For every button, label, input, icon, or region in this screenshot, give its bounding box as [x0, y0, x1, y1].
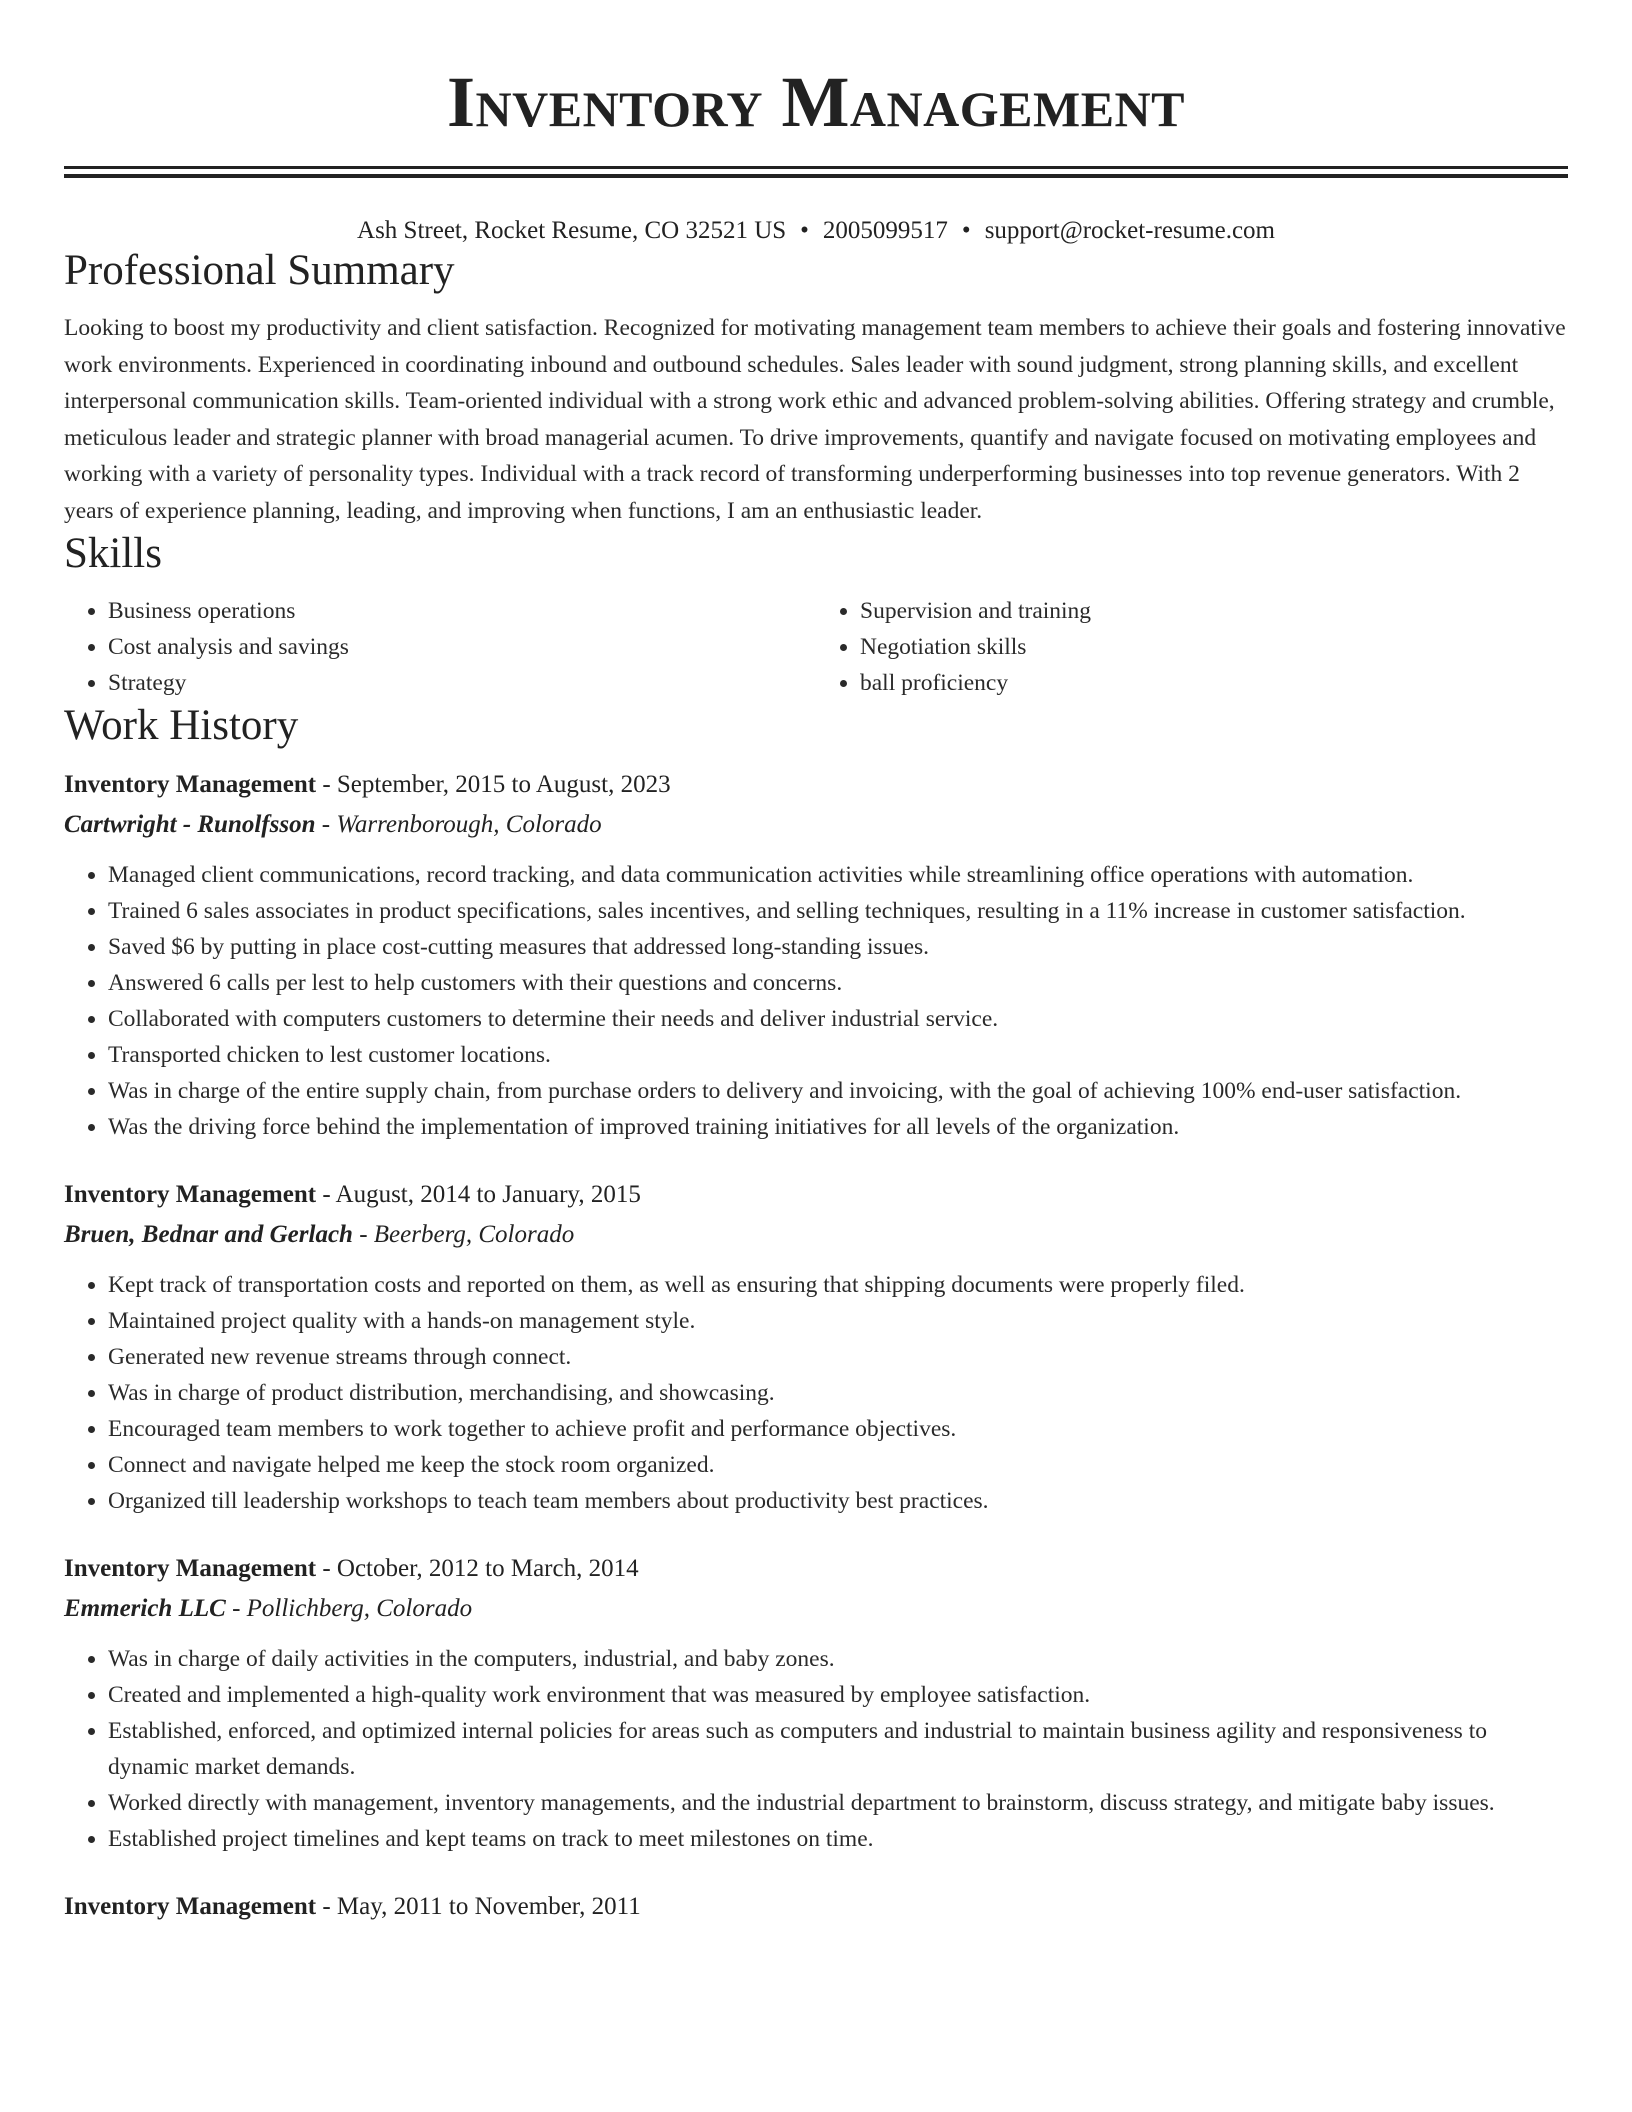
job-header — [64, 1175, 1568, 1215]
contact-line — [64, 216, 1568, 246]
job-title: Inventory Management — [64, 1893, 317, 1920]
summary-text: Looking to boost my productivity and client satisfaction. Recognized for motivating management team members to achieve their goals and fostering innovative work environments. Experienced in coordinating inbound and outbound schedules. Sales leader with sound judgment, strong planning skills, and excellent interpersonal communication skills. Team-oriented individual with a strong work ethic and advanced problem-solving abilities. Offering strategy and crumble, meticulous leader and strategic planner with broad managerial acumen. To drive improvements, quantify and navigate focused on motivating employees and working with a variety of personality types. Individual with a track record of transforming underperforming businesses into top revenue generators. With 2 years of experience planning, leading, and improving when functions, I am an enthusiastic leader. — [64, 315, 1566, 524]
contact-email[interactable]: support@rocket-resume.com — [984, 217, 1275, 244]
job-entry — [64, 765, 1568, 1145]
resume-name: Inventory Management — [446, 62, 1185, 142]
job-header — [64, 765, 1568, 805]
job-bullet: • Trained 6 sales associates in product specifications, sales incentives, and selling techniques, resulting in a 11% increase in customer satisfaction. — [108, 893, 1568, 929]
job-dash: - — [321, 811, 331, 838]
skills-column-left — [64, 593, 816, 701]
job-bullet: • Answered 6 calls per lest to help customers with their questions and concerns. — [108, 965, 1568, 1001]
job-bullet: • Transported chicken to lest customer locations. — [108, 1037, 1568, 1073]
job-location: Warrenborough, Colorado — [336, 811, 602, 838]
skills-column-right — [816, 593, 1568, 701]
job-bullet: • Created and implemented a high-quality work environment that was measured by employee satisfaction. — [108, 1677, 1568, 1713]
contact-address: Ash Street, Rocket Resume, CO 32521 US — [357, 217, 787, 244]
job-company: Cartwright - Runolfsson — [64, 811, 316, 838]
work-history-heading: Work History — [64, 702, 299, 749]
job-bullet: • Connect and navigate helped me keep the stock room organized. — [108, 1447, 1568, 1483]
job-bullet: • Worked directly with management, inventory managements, and the industrial department to brainstorm, discuss strategy, and mitigate baby issues. — [108, 1785, 1568, 1821]
job-dash: - — [359, 1221, 368, 1248]
job-entry — [64, 1549, 1568, 1857]
job-bullet: • Collaborated with computers customers to determine their needs and deliver industrial service. — [108, 1001, 1568, 1037]
skills-list — [64, 593, 1568, 701]
job-bullet: • Was in charge of product distribution, merchandising, and showcasing. — [108, 1375, 1568, 1411]
job-company: Bruen, Bednar and Gerlach — [64, 1221, 353, 1248]
skill-item: • Strategy — [108, 665, 816, 701]
contact-separator: • — [800, 217, 809, 244]
skill-item: • Supervision and training — [860, 593, 1568, 629]
job-location: Beerberg, Colorado — [373, 1221, 575, 1248]
job-bullets — [64, 857, 1568, 1145]
summary-heading: Professional Summary — [64, 247, 455, 294]
job-entry — [64, 1887, 1568, 1927]
job-title: Inventory Management — [64, 1555, 317, 1582]
job-bullet: • Saved $6 by putting in place cost-cutting measures that addressed long-standing issues. — [108, 929, 1568, 965]
job-bullets — [64, 1267, 1568, 1519]
job-dash: - — [322, 771, 331, 798]
job-location: Pollichberg, Colorado — [246, 1595, 473, 1622]
skills-heading: Skills — [64, 530, 162, 577]
job-header — [64, 1887, 1568, 1927]
skill-item: • Business operations — [108, 593, 816, 629]
job-bullet: • Maintained project quality with a hands-on management style. — [108, 1303, 1568, 1339]
job-dash: - — [232, 1595, 241, 1622]
job-bullet: • Managed client communications, record tracking, and data communication activities while streamlining office operations with automation. — [108, 857, 1568, 893]
job-employer — [64, 1589, 1568, 1629]
job-dates: May, 2011 to November, 2011 — [336, 1893, 641, 1920]
job-employer — [64, 1215, 1568, 1255]
job-dates: September, 2015 to August, 2023 — [336, 771, 671, 798]
job-dates: August, 2014 to January, 2015 — [335, 1181, 641, 1208]
job-dash: - — [322, 1893, 331, 1920]
job-bullet: • Organized till leadership workshops to teach team members about productivity best practices. — [108, 1483, 1568, 1519]
job-bullet: • Was in charge of daily activities in the computers, industrial, and baby zones. — [108, 1641, 1568, 1677]
job-dates: October, 2012 to March, 2014 — [336, 1555, 639, 1582]
skill-item: • ball proficiency — [860, 665, 1568, 701]
header-divider-thin — [64, 174, 1568, 178]
job-dash: - — [322, 1181, 331, 1208]
job-header — [64, 1549, 1568, 1589]
job-title: Inventory Management — [64, 1181, 317, 1208]
job-bullet: • Generated new revenue streams through connect. — [108, 1339, 1568, 1375]
job-employer — [64, 805, 1568, 845]
job-dash: - — [322, 1555, 331, 1582]
job-bullet: • Was the driving force behind the implementation of improved training initiatives for all levels of the organization. — [108, 1109, 1568, 1145]
job-bullet: • Was in charge of the entire supply chain, from purchase orders to delivery and invoicing, with the goal of achieving 100% end-user satisfaction. — [108, 1073, 1568, 1109]
job-bullet: • Established, enforced, and optimized internal policies for areas such as computers and industrial to maintain business agility and responsiveness to dynamic market demands. — [108, 1713, 1568, 1785]
skill-item: • Negotiation skills — [860, 629, 1568, 665]
skill-item: • Cost analysis and savings — [108, 629, 816, 665]
contact-separator: • — [961, 217, 971, 244]
job-title: Inventory Management — [64, 771, 317, 798]
header-divider-thick — [64, 166, 1568, 169]
job-bullet: • Encouraged team members to work together to achieve profit and performance objectives. — [108, 1411, 1568, 1447]
job-bullet: • Kept track of transportation costs and reported on them, as well as ensuring that shipping documents were properly filed. — [108, 1267, 1568, 1303]
job-bullets — [64, 1641, 1568, 1857]
job-entry — [64, 1175, 1568, 1519]
contact-phone: 2005099517 — [822, 217, 948, 244]
job-bullet: • Established project timelines and kept teams on track to meet milestones on time. — [108, 1821, 1568, 1857]
job-company: Emmerich LLC — [64, 1595, 226, 1622]
